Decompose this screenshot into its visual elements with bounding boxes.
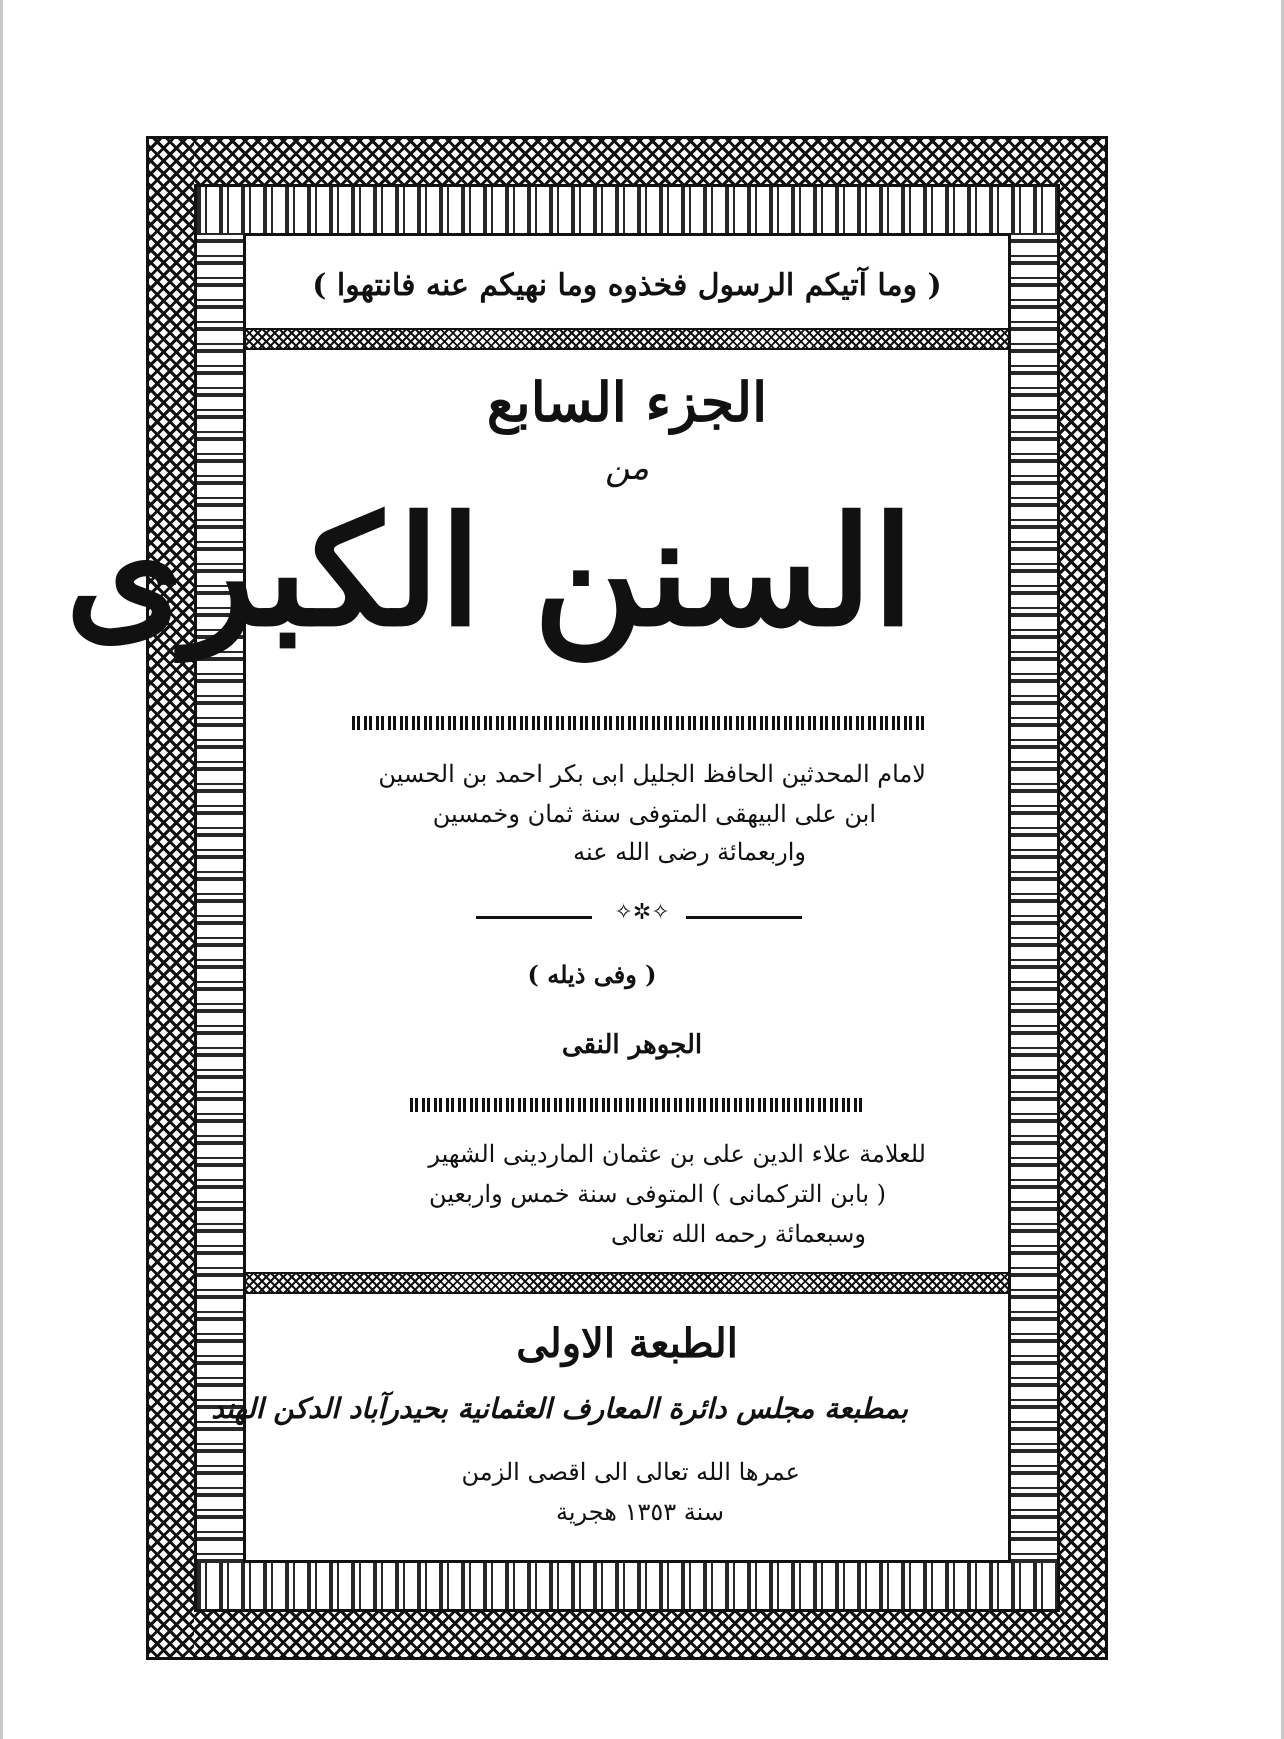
quran-motto: ( وما آتيكم الرسول فخذوه وما نهيكم عنه فانتهوا ): [312, 268, 942, 303]
ornament-divider-top: [246, 328, 1008, 350]
author-line-1: لامام المحدثين الحافظ الجليل ابى بكر احمد بن الحسين: [378, 760, 926, 788]
ornament-rule-2: [410, 1098, 862, 1112]
inner-ornament-top: [197, 187, 1057, 233]
printer-line: بمطبعة مجلس دائرة المعارف العثمانية بحيدرآباد الدكن الهند: [211, 1392, 908, 1425]
ornament-divider-bottom: [246, 1272, 1008, 1294]
inner-ornament-left: [197, 233, 243, 1563]
scholar-line-3: وسبعمائة رحمه الله تعالى: [611, 1220, 866, 1248]
book-title: السنن الكبرى: [65, 484, 914, 660]
publication-year: سنة ١٣٥٣ هجرية: [556, 1498, 724, 1526]
prayer-line: عمرها الله تعالى الى اقصى الزمن: [461, 1458, 800, 1486]
edition-label: الطبعة الاولى: [516, 1320, 738, 1367]
inner-ornament-bottom: [197, 1563, 1057, 1609]
page-edge-left: [0, 0, 3, 1739]
appendix-label: ( وفى ذيله ): [527, 960, 657, 989]
author-line-2: ابن على البيهقى المتوفى سنة ثمان وخمسين: [432, 800, 876, 828]
scholar-line-2: ( بابن التركمانى ) المتوفى سنة خمس واربعين: [429, 1180, 886, 1208]
author-line-3: واربعمائة رضى الله عنه: [573, 838, 806, 866]
inner-ornament-right: [1011, 233, 1057, 1563]
from-label: من: [604, 448, 650, 488]
ornament-rule-1: [352, 716, 928, 730]
volume-label: الجزء السابع: [486, 370, 768, 434]
scholar-line-1: للعلامة علاء الدين على بن عثمان الماردينى الشهير: [428, 1140, 926, 1168]
flourish-ornament: ✧✲✧: [614, 900, 670, 925]
appendix-title: الجوهر النقى: [561, 1030, 703, 1060]
